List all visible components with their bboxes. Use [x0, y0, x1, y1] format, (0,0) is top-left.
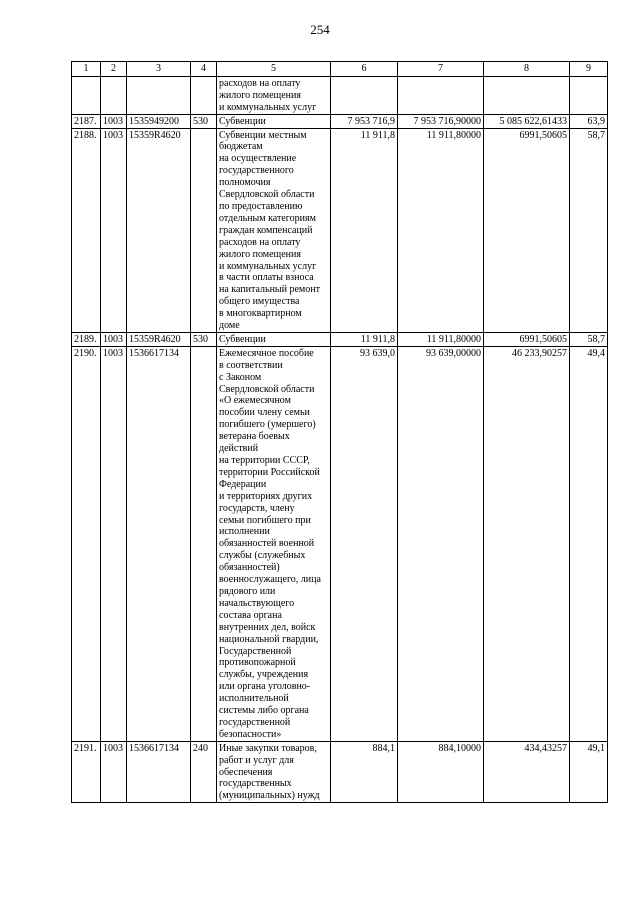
item-name-cell: Субвенции — [217, 114, 331, 128]
section-cell: 1003 — [101, 741, 127, 803]
expense-type-cell — [191, 128, 217, 332]
item-name-cell: Субвенции — [217, 332, 331, 346]
approved-amount-cell: 7 953 716,90000 — [398, 114, 484, 128]
percent-cell: 49,4 — [570, 346, 608, 741]
approved-amount-cell: 884,10000 — [398, 741, 484, 803]
section-cell — [101, 76, 127, 114]
column-header: 8 — [484, 62, 570, 77]
section-cell: 1003 — [101, 346, 127, 741]
item-name-cell: Субвенции местным бюджетам на осуществление государственного полномочия Свердловской области по предоставлению отдельным категориям граждан компенсаций расходов на оплату жилого помещения и коммунальных услуг в части оплаты взноса на капитальный ремонт общего имущества в многоквартирном доме — [217, 128, 331, 332]
target-code-cell: 15359R4620 — [127, 128, 191, 332]
plan-amount-cell — [331, 76, 398, 114]
column-header: 2 — [101, 62, 127, 77]
column-header: 5 — [217, 62, 331, 77]
table-row — [72, 76, 608, 114]
plan-amount-cell: 11 911,8 — [331, 332, 398, 346]
column-header: 6 — [331, 62, 398, 77]
percent-cell: 63,9 — [570, 114, 608, 128]
page-number: 254 — [310, 22, 330, 37]
approved-amount-cell: 93 639,00000 — [398, 346, 484, 741]
table-row — [72, 128, 608, 332]
percent-cell: 58,7 — [570, 332, 608, 346]
row-number-cell: 2187. — [72, 114, 101, 128]
executed-amount-cell — [484, 76, 570, 114]
executed-amount-cell: 6991,50605 — [484, 128, 570, 332]
plan-amount-cell: 93 639,0 — [331, 346, 398, 741]
column-header: 7 — [398, 62, 484, 77]
section-cell: 1003 — [101, 128, 127, 332]
column-header: 3 — [127, 62, 191, 77]
approved-amount-cell — [398, 76, 484, 114]
table-row — [72, 332, 608, 346]
item-name-cell: Ежемесячное пособие в соответствии с Законом Свердловской области «О ежемесячном пособии члену семьи погибшего (умершего) ветерана боевых действий на территории СССР, территории Российской Федерации и территориях других государств, члену семьи погибшего при исполнении обязанностей военной службы (служебных обязанностей) военнослужащего, лица рядового или начальствующего состава органа внутренних дел, войск национальной гвардии, Государственной противопожарной службы, учреждения или органа уголовно- исполнительной системы либо органа государственной безопасности» — [217, 346, 331, 741]
executed-amount-cell: 6991,50605 — [484, 332, 570, 346]
expense-type-cell: 240 — [191, 741, 217, 803]
expense-type-cell: 530 — [191, 114, 217, 128]
target-code-cell: 1536617134 — [127, 741, 191, 803]
item-name-cell: расходов на оплату жилого помещения и коммунальных услуг — [217, 76, 331, 114]
approved-amount-cell: 11 911,80000 — [398, 128, 484, 332]
percent-cell: 58,7 — [570, 128, 608, 332]
target-code-cell: 1536617134 — [127, 346, 191, 741]
percent-cell: 49,1 — [570, 741, 608, 803]
approved-amount-cell: 11 911,80000 — [398, 332, 484, 346]
column-number-row — [72, 62, 608, 77]
section-cell: 1003 — [101, 332, 127, 346]
column-header: 1 — [72, 62, 101, 77]
expense-type-cell — [191, 346, 217, 741]
row-number-cell: 2191. — [72, 741, 101, 803]
section-cell: 1003 — [101, 114, 127, 128]
budget-table — [71, 61, 608, 803]
percent-cell — [570, 76, 608, 114]
executed-amount-cell: 46 233,90257 — [484, 346, 570, 741]
row-number-cell: 2188. — [72, 128, 101, 332]
expense-type-cell: 530 — [191, 332, 217, 346]
item-name-cell: Иные закупки товаров, работ и услуг для обеспечения государственных (муниципальных) нужд — [217, 741, 331, 803]
column-header: 9 — [570, 62, 608, 77]
row-number-cell: 2189. — [72, 332, 101, 346]
target-code-cell: 15359R4620 — [127, 332, 191, 346]
expense-type-cell — [191, 76, 217, 114]
executed-amount-cell: 434,43257 — [484, 741, 570, 803]
table-row — [72, 741, 608, 803]
executed-amount-cell: 5 085 622,61433 — [484, 114, 570, 128]
plan-amount-cell: 7 953 716,9 — [331, 114, 398, 128]
plan-amount-cell: 884,1 — [331, 741, 398, 803]
target-code-cell — [127, 76, 191, 114]
column-header: 4 — [191, 62, 217, 77]
row-number-cell — [72, 76, 101, 114]
table-row — [72, 114, 608, 128]
table-row — [72, 346, 608, 741]
plan-amount-cell: 11 911,8 — [331, 128, 398, 332]
target-code-cell: 1535949200 — [127, 114, 191, 128]
row-number-cell: 2190. — [72, 346, 101, 741]
